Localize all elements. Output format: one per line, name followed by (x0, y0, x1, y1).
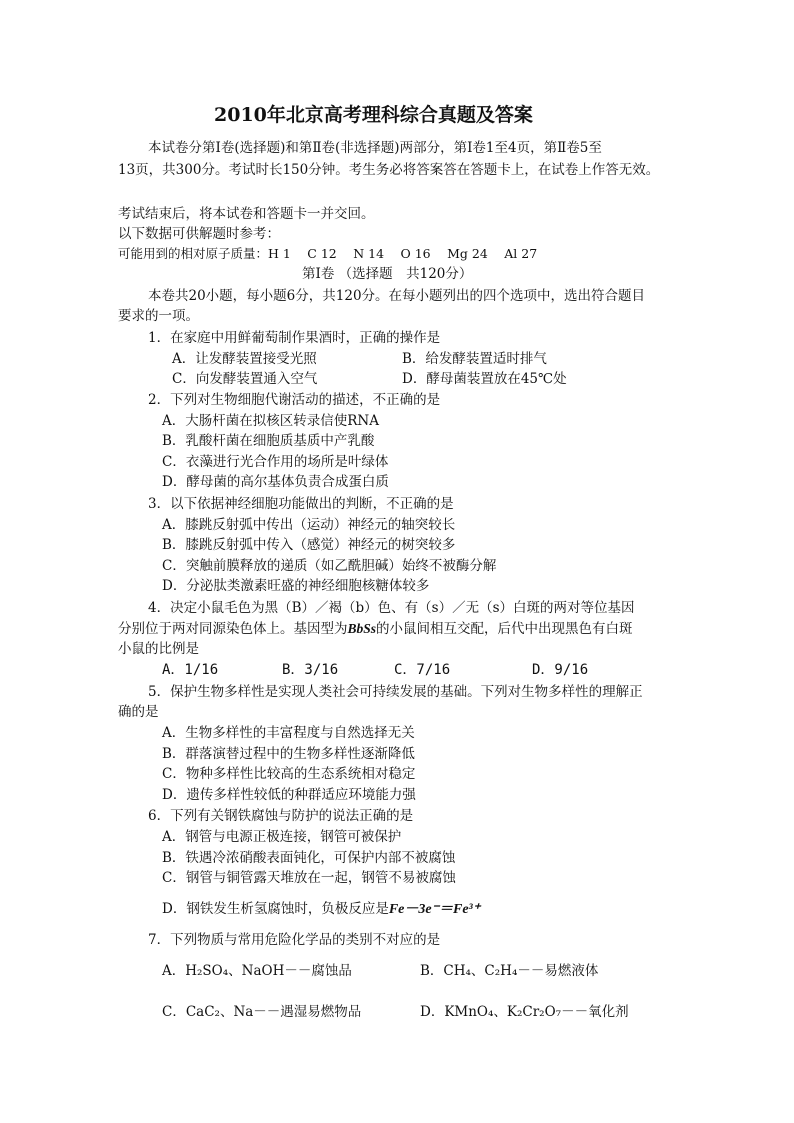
q5-line-2: 确的是 (118, 704, 159, 720)
intro-line-1: 本试卷分第Ⅰ卷(选择题)和第Ⅱ卷(非选择题)两部分，第Ⅰ卷1至4页，第Ⅱ卷5至 (148, 140, 602, 156)
q1-option-a: A．让发酵装置接受光照 (172, 351, 317, 367)
q6-option-d-text: D．钢铁发生析氢腐蚀时，负极反应是 (162, 901, 389, 917)
q4-line-2-text-b: 的小鼠间相互交配，后代中出现黑色有白斑 (376, 621, 633, 637)
q6-stem: 6．下列有关钢铁腐蚀与防护的说法正确的是 (148, 808, 414, 824)
q7-option-a: A．H₂SO₄、NaOH－－腐蚀品 (162, 963, 352, 979)
q6-equation: Fe－3e⁻＝Fe³⁺ (388, 902, 481, 917)
page-title: 2010年北京高考理科综合真题及答案 (214, 104, 533, 126)
q6-option-c: C．钢管与铜管露天堆放在一起，钢管不易被腐蚀 (162, 870, 456, 886)
section-desc-1: 本卷共20小题，每小题6分，共120分。在每小题列出的四个选项中，选出符合题目 (148, 288, 646, 304)
intro-line-2: 13页，共300分。考试时长150分钟。考生务必将答案答在答题卡上，在试卷上作答无效。 (118, 162, 660, 178)
atomic-masses: 可能用到的相对原子质量：H 1 C 12 N 14 O 16 Mg 24 Al 27 (118, 246, 538, 261)
q4-line-2 (118, 620, 633, 638)
q7-option-b: B．CH₄、C₂H₄－－易燃液体 (420, 963, 599, 979)
q5-option-c: C．物种多样性比较高的生态系统相对稳定 (162, 766, 416, 782)
intro-line-4: 以下数据可供解题时参考： (118, 226, 280, 242)
q6-option-d (162, 900, 480, 919)
section-heading: 第Ⅰ卷 （选择题 共120分） (302, 266, 473, 282)
q4-option-c: C．7/16 (394, 662, 451, 678)
q4-line-2-text-a: 分别位于两对同源染色体上。基因型为 (118, 621, 348, 637)
q7-option-c: C．CaC₂、Na－－遇湿易燃物品 (162, 1004, 362, 1020)
q5-option-a: A．生物多样性的丰富程度与自然选择无关 (162, 725, 415, 741)
q2-option-d: D．酵母菌的高尔基体负责合成蛋白质 (162, 474, 389, 490)
q4-line-3: 小鼠的比例是 (118, 641, 199, 657)
q3-stem: 3．以下依据神经细胞功能做出的判断，不正确的是 (148, 496, 454, 512)
q6-option-a: A．钢管与电源正极连接，钢管可被保护 (162, 829, 402, 845)
q4-option-a: A．1/16 (162, 662, 219, 678)
q5-option-b: B．群落演替过程中的生物多样性逐渐降低 (162, 746, 415, 762)
q4-option-d: D．9/16 (532, 662, 589, 678)
q3-option-b: B．膝跳反射弧中传入（感觉）神经元的树突较多 (162, 537, 456, 553)
q1-option-d: D．酵母菌装置放在45℃处 (402, 371, 567, 387)
q6-option-b: B．铁遇冷浓硝酸表面钝化，可保护内部不被腐蚀 (162, 850, 456, 866)
q4-option-b: B．3/16 (282, 662, 339, 678)
q3-option-a: A．膝跳反射弧中传出（运动）神经元的轴突较长 (162, 517, 456, 533)
q7-stem: 7．下列物质与常用危险化学品的类别不对应的是 (148, 932, 441, 948)
q7-option-d: D．KMnO₄、K₂Cr₂O₇－－氧化剂 (420, 1004, 629, 1020)
q2-option-b: B．乳酸杆菌在细胞质基质中产乳酸 (162, 433, 375, 449)
q5-option-d: D．遗传多样性较低的种群适应环境能力强 (162, 787, 416, 803)
q2-option-a: A．大肠杆菌在拟核区转录信使RNA (162, 413, 379, 429)
q3-option-c: C．突触前膜释放的递质（如乙酰胆碱）始终不被酶分解 (162, 558, 497, 574)
genotype-bbss: BbSs (347, 621, 377, 636)
q5-line-1: 5．保护生物多样性是实现人类社会可持续发展的基础。下列对生物多样性的理解正 (148, 684, 643, 700)
q2-stem: 2．下列对生物细胞代谢活动的描述，不正确的是 (148, 392, 441, 408)
q1-option-b: B．给发酵装置适时排气 (402, 351, 547, 367)
section-desc-2: 要求的一项。 (118, 308, 199, 324)
q2-option-c: C．衣藻进行光合作用的场所是叶绿体 (162, 454, 389, 470)
q1-stem: 1．在家庭中用鲜葡萄制作果酒时，正确的操作是 (148, 330, 441, 346)
q1-option-c: C．向发酵装置通入空气 (172, 371, 318, 387)
q3-option-d: D．分泌肽类激素旺盛的神经细胞核糖体较多 (162, 578, 430, 594)
intro-line-3: 考试结束后，将本试卷和答题卡一并交回。 (118, 206, 375, 222)
q4-line-1: 4．决定小鼠毛色为黑（B）／褐（b）色、有（s）／无（s）白斑的两对等位基因 (148, 600, 635, 616)
